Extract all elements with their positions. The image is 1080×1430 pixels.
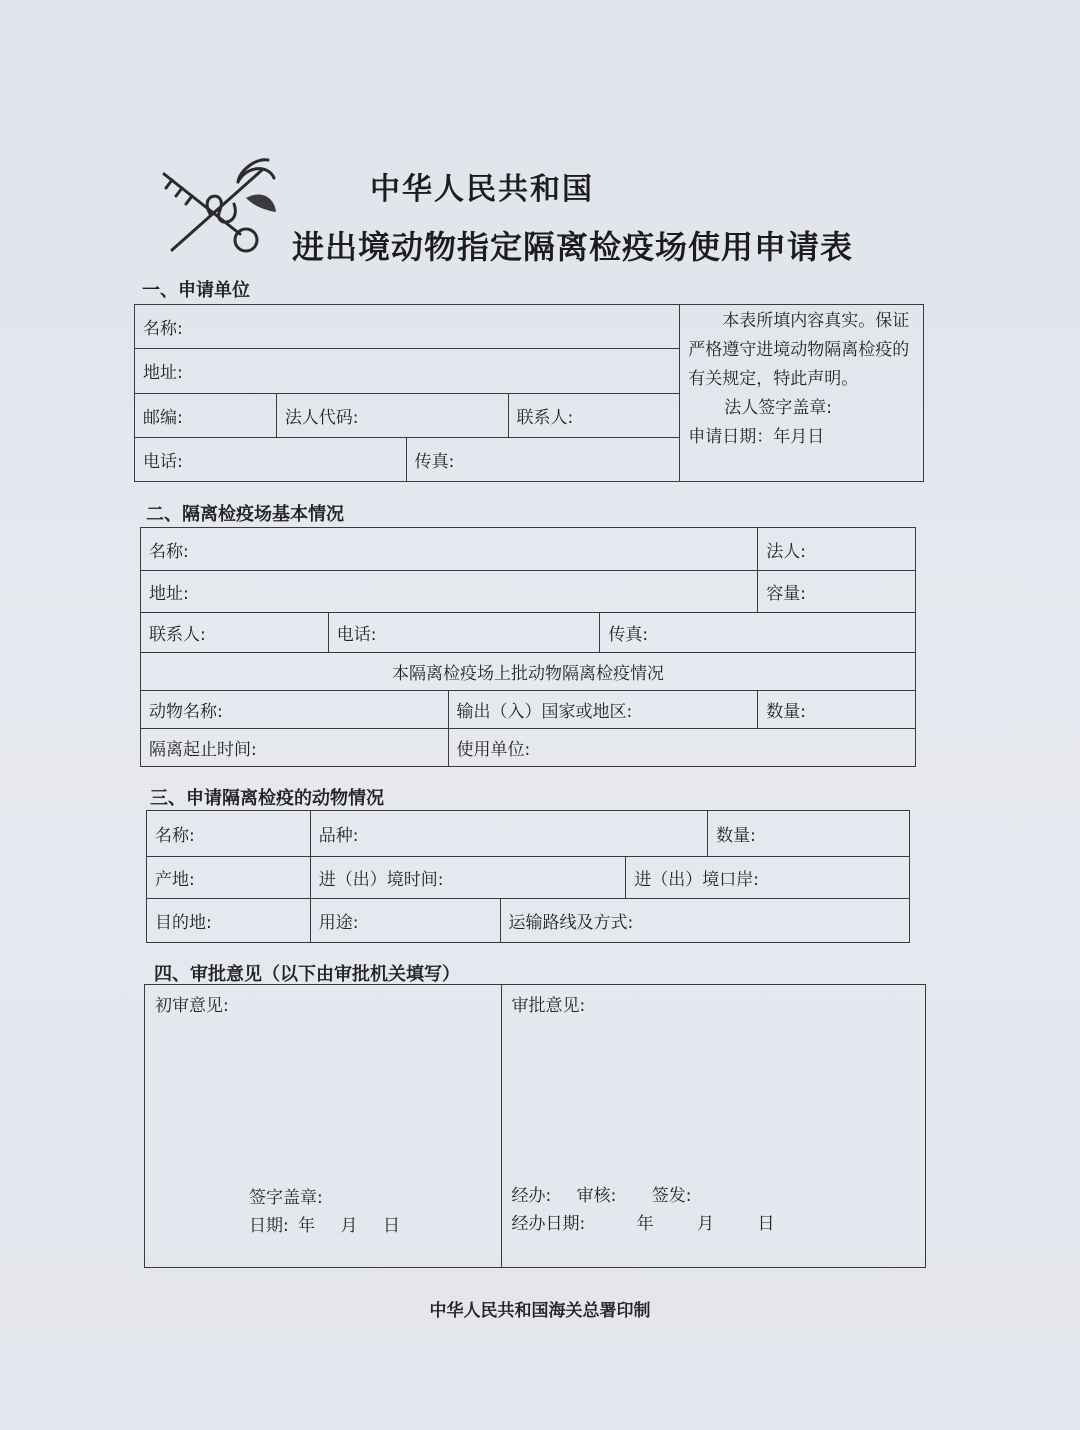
form-title: 进出境动物指定隔离检疫场使用申请表 xyxy=(292,228,854,266)
handler-label: 经办: xyxy=(511,1186,552,1206)
section2-heading: 二、隔离检疫场基本情况 xyxy=(146,504,344,525)
legal-signature-label[interactable]: 法人签字盖章: xyxy=(724,398,833,418)
approval-opinion-box[interactable] xyxy=(501,985,925,1268)
declaration-text: 本表所填内容真实。保证严格遵守进境动物隔离检疫的有关规定，特此声明。 xyxy=(688,311,910,389)
date-label: 日期: xyxy=(249,1216,289,1236)
sign-stamp-label: 签字盖章: xyxy=(249,1188,323,1208)
handle-date-row xyxy=(512,1209,775,1234)
month-label: 月 xyxy=(340,1216,358,1236)
animal-quantity-field[interactable]: 数量: xyxy=(708,811,910,857)
issuer-label: 签发: xyxy=(651,1186,692,1206)
quarantine-site-table xyxy=(140,527,916,767)
site-legal-person-field[interactable]: 法人: xyxy=(758,528,916,571)
applicant-name-field[interactable]: 名称: xyxy=(135,305,680,349)
reviewer-label: 审核: xyxy=(576,1186,617,1206)
last-quantity-field[interactable]: 数量: xyxy=(758,691,916,729)
destination-field[interactable]: 目的地: xyxy=(147,899,311,943)
year-label: 年 xyxy=(298,1216,316,1236)
applicant-phone-field[interactable]: 电话: xyxy=(135,437,407,481)
section3-heading: 三、申请隔离检疫的动物情况 xyxy=(150,788,384,809)
day-label: 日 xyxy=(382,1216,400,1236)
site-contact-field[interactable]: 联系人: xyxy=(141,613,329,653)
approval-roles-row xyxy=(512,1181,692,1206)
applicant-contact-field[interactable]: 联系人: xyxy=(508,393,680,437)
site-name-field[interactable]: 名称: xyxy=(141,528,758,571)
purpose-field[interactable]: 用途: xyxy=(310,899,500,943)
handle-date-label: 经办日期: xyxy=(511,1214,586,1234)
last-user-unit-field[interactable]: 使用单位: xyxy=(448,729,915,767)
entry-time-field[interactable]: 进（出）境时间: xyxy=(310,857,626,899)
applicant-table xyxy=(134,304,924,482)
last-batch-title: 本隔离检疫场上批动物隔离检疫情况 xyxy=(141,653,916,691)
applicant-fax-field[interactable]: 传真: xyxy=(406,437,680,481)
last-country-field[interactable]: 输出（入）国家或地区: xyxy=(448,691,758,729)
initial-date-row xyxy=(249,1211,400,1236)
customs-emblem-icon xyxy=(150,152,280,264)
section4-heading: 四、审批意见（以下由审批机关填写） xyxy=(154,964,460,985)
printer-footer: 中华人民共和国海关总署印制 xyxy=(429,1301,651,1321)
form-title-country: 中华人民共和国 xyxy=(370,172,594,207)
apply-date-label[interactable]: 申请日期：年月日 xyxy=(688,427,825,447)
section1-heading: 一、申请单位 xyxy=(142,280,250,301)
approval-table xyxy=(144,984,926,1268)
applicant-postcode-field[interactable]: 邮编: xyxy=(135,393,277,437)
site-fax-field[interactable]: 传真: xyxy=(600,613,916,653)
initial-opinion-label: 初审意见: xyxy=(155,996,229,1016)
handle-year-label: 年 xyxy=(636,1214,654,1234)
last-animal-name-field[interactable]: 动物名称: xyxy=(141,691,449,729)
site-phone-field[interactable]: 电话: xyxy=(328,613,600,653)
handle-day-label: 日 xyxy=(757,1214,775,1234)
handle-month-label: 月 xyxy=(697,1214,715,1234)
applicant-legal-code-field[interactable]: 法人代码: xyxy=(276,393,508,437)
site-address-field[interactable]: 地址: xyxy=(141,571,758,613)
approval-opinion-label: 审批意见: xyxy=(511,996,586,1016)
declaration-box xyxy=(680,305,924,482)
route-field[interactable]: 运输路线及方式: xyxy=(500,899,909,943)
animal-info-table xyxy=(146,810,910,943)
animal-name-field[interactable]: 名称: xyxy=(147,811,311,857)
last-period-field[interactable]: 隔离起止时间: xyxy=(141,729,449,767)
animal-breed-field[interactable]: 品种: xyxy=(310,811,707,857)
entry-port-field[interactable]: 进（出）境口岸: xyxy=(626,857,910,899)
animal-origin-field[interactable]: 产地: xyxy=(147,857,311,899)
applicant-address-field[interactable]: 地址: xyxy=(135,349,680,393)
initial-opinion-box[interactable] xyxy=(145,985,502,1268)
site-capacity-field[interactable]: 容量: xyxy=(758,571,916,613)
